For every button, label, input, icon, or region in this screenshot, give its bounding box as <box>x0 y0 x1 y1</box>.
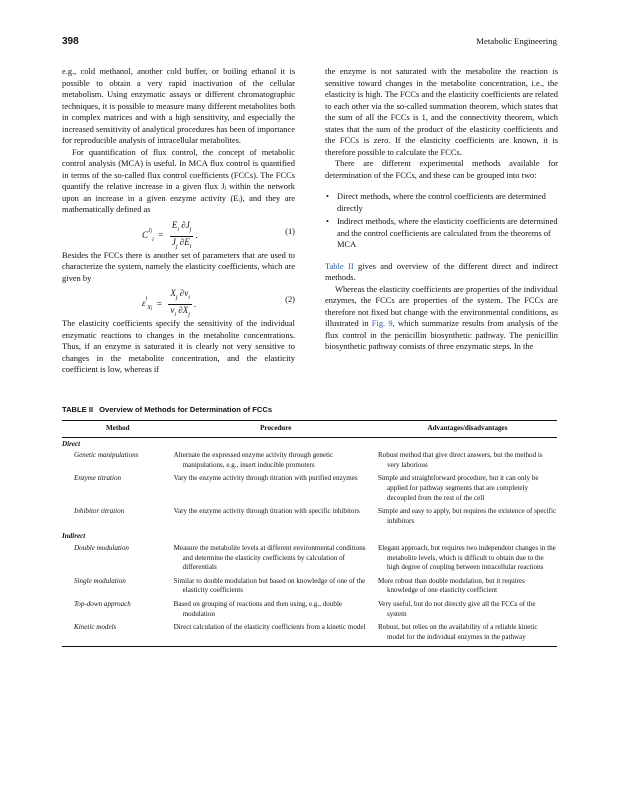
equation-1-number: (1) <box>285 225 295 236</box>
table-link[interactable]: Table II <box>325 260 354 271</box>
methods-list <box>325 191 558 251</box>
column-header-method: Method <box>105 424 130 432</box>
table-row: Genetic manipulations Alternate the expressed enzyme activity through genetic manipulations, e.g., insert inducible promoters Robust method that give direct answers, but the method is very laborious <box>74 451 543 469</box>
list-item: • Direct methods, where the control coefficients are determined directly <box>326 191 546 213</box>
table-title: Overview of Methods for Determination of FCCs <box>99 405 273 414</box>
paragraph: For quantification of flux control, the concept of metabolic control analysis (MCA) is useful. In MCA flux control is quantified in terms of the so-called flux control coefficients (FCCs). The FCCs quantify the relative increase in a given flux Jⱼ within the network upon an increase in a given enzyme activity (Eᵢ), and they are mathematically defined as <box>62 146 295 214</box>
table-caption <box>62 405 557 414</box>
figure-link[interactable]: Fig. 9 <box>371 318 393 328</box>
table-label: TABLE II <box>62 405 94 414</box>
table-group-row: Indirect <box>62 532 86 541</box>
paragraph: There are different experimental methods available for determination of the FCCs, and these can be grouped into two: <box>325 158 558 180</box>
page-header <box>62 36 557 50</box>
equation-1-expression: $C^{Jj}_i$ = $\frac{E_i \partial J_j}{J_j \partial E_i}$ . <box>142 219 198 250</box>
table-row: Kinetic models Direct calculation of the elasticity coefficients from a kinetic model Robust, but relies on the availability of a reliable kinetic model for the individual enzymes in the pathway <box>74 623 538 641</box>
table-row: Top-down approach Based on grouping of reactions and then using, e.g., double modulation Very useful, but do not directly give all the FCCs of the system <box>74 599 536 618</box>
table-row: Single modulation Similar to double modulation but based on knowledge of one of the elasticity coefficients More robust than double modulation, but it requires knowledge of one elasticity coefficient <box>74 576 525 595</box>
paragraph: The elasticity coefficients specify the sensitivity of the individual enzymatic reactions to changes in the metabolite concentrations. Thus, if an enzyme is saturated it is clearly not very sensitive to changes in the metabolite concentration, and the elasticity coefficient is low, whereas if <box>62 318 295 374</box>
column-header-advantages: Advantages/disadvantages <box>427 424 508 432</box>
table-group-row: Direct <box>62 439 81 448</box>
equation-1 <box>62 218 295 248</box>
column-header-procedure: Procedure <box>260 424 292 432</box>
running-head: Metabolic Engineering <box>476 36 557 46</box>
right-column <box>325 66 558 353</box>
equation-2-expression: $\varepsilon^i_{Xj}$ = $\frac{X_j \partial v_i}{v_i \partial X_j}$ . <box>142 288 197 318</box>
paragraph: the enzyme is not saturated with the metabolite the reaction is sensitive toward changes in the metabolite concentration, i.e., the elasticity is high. The FCCs and the elasticity coefficients are related to each other via the so-called summation theorem, which states that the sum of all the FCCs is 1, and the connectivity theorem, which states that the sum of the product of the elasticity coefficients and the FCCs is zero. If the elasticity coefficients are known, it is therefore possible to calculate the FCCs. <box>325 66 558 157</box>
paragraph: Whereas the elasticity coefficients are properties of the individual enzymes, the FCCs are properties of the system. The FCCs are therefore not fixed but change with the environmental conditions, as illustrated in Fig. 9, which summarize results from analysis of the flux control in the penicillin biosynthetic pathway. The penicillin biosynthetic pathway consists of three enzymatic steps. In the <box>325 283 558 351</box>
table-row: Enzyme titration Vary the enzyme activity through titration with purified enzymes Simple and straightforward procedure, but it can only be applied for pathway segments that are completely decoupled from the rest of the cell <box>74 474 539 502</box>
table-ii <box>62 405 557 647</box>
left-column <box>62 66 295 376</box>
paragraph: Table II gives and overview of the different direct and indirect methods. <box>325 260 558 282</box>
equation-2 <box>62 286 295 316</box>
table-row: Inhibitor titration Vary the enzyme activity through titration with specific inhibitors Simple and easy to apply, but requires the existence of specific inhibitors <box>74 507 557 525</box>
table-row: Double modulation Measure the metabolite levels at different environmental conditions and determine the elasticity coefficients by calculation of differentials Elegant approach, but requires two independent changes in the metabolite levels, which is difficult to obtain due to the high degree of coupling between intracellular reactions <box>74 543 556 572</box>
list-item: • Indirect methods, where the elasticity coefficients are determined and the control coefficients are calculated from the theorems of MCA <box>326 216 558 249</box>
table-header-row <box>62 421 557 437</box>
paragraph: Besides the FCCs there is another set of parameters that are used to characterize the system, namely the elasticity coefficients, which are given by <box>62 249 295 283</box>
page-number: 398 <box>62 36 79 47</box>
methods-table <box>62 421 557 646</box>
equation-2-number: (2) <box>285 294 295 304</box>
paragraph: e.g., cold methanol, another cold buffer, or boiling ethanol it is possible to obtain a very rapid inactivation of the cellular metabolism. Using enzymatic assays or different chromatographic techniques, it is possible to measure many different metabolites both in complex matrices and with a high sensitivity, and especially the increased sensitivity of analytical procedures has been of importance for reproducible analysis of intracellular metabolites. <box>62 66 295 145</box>
